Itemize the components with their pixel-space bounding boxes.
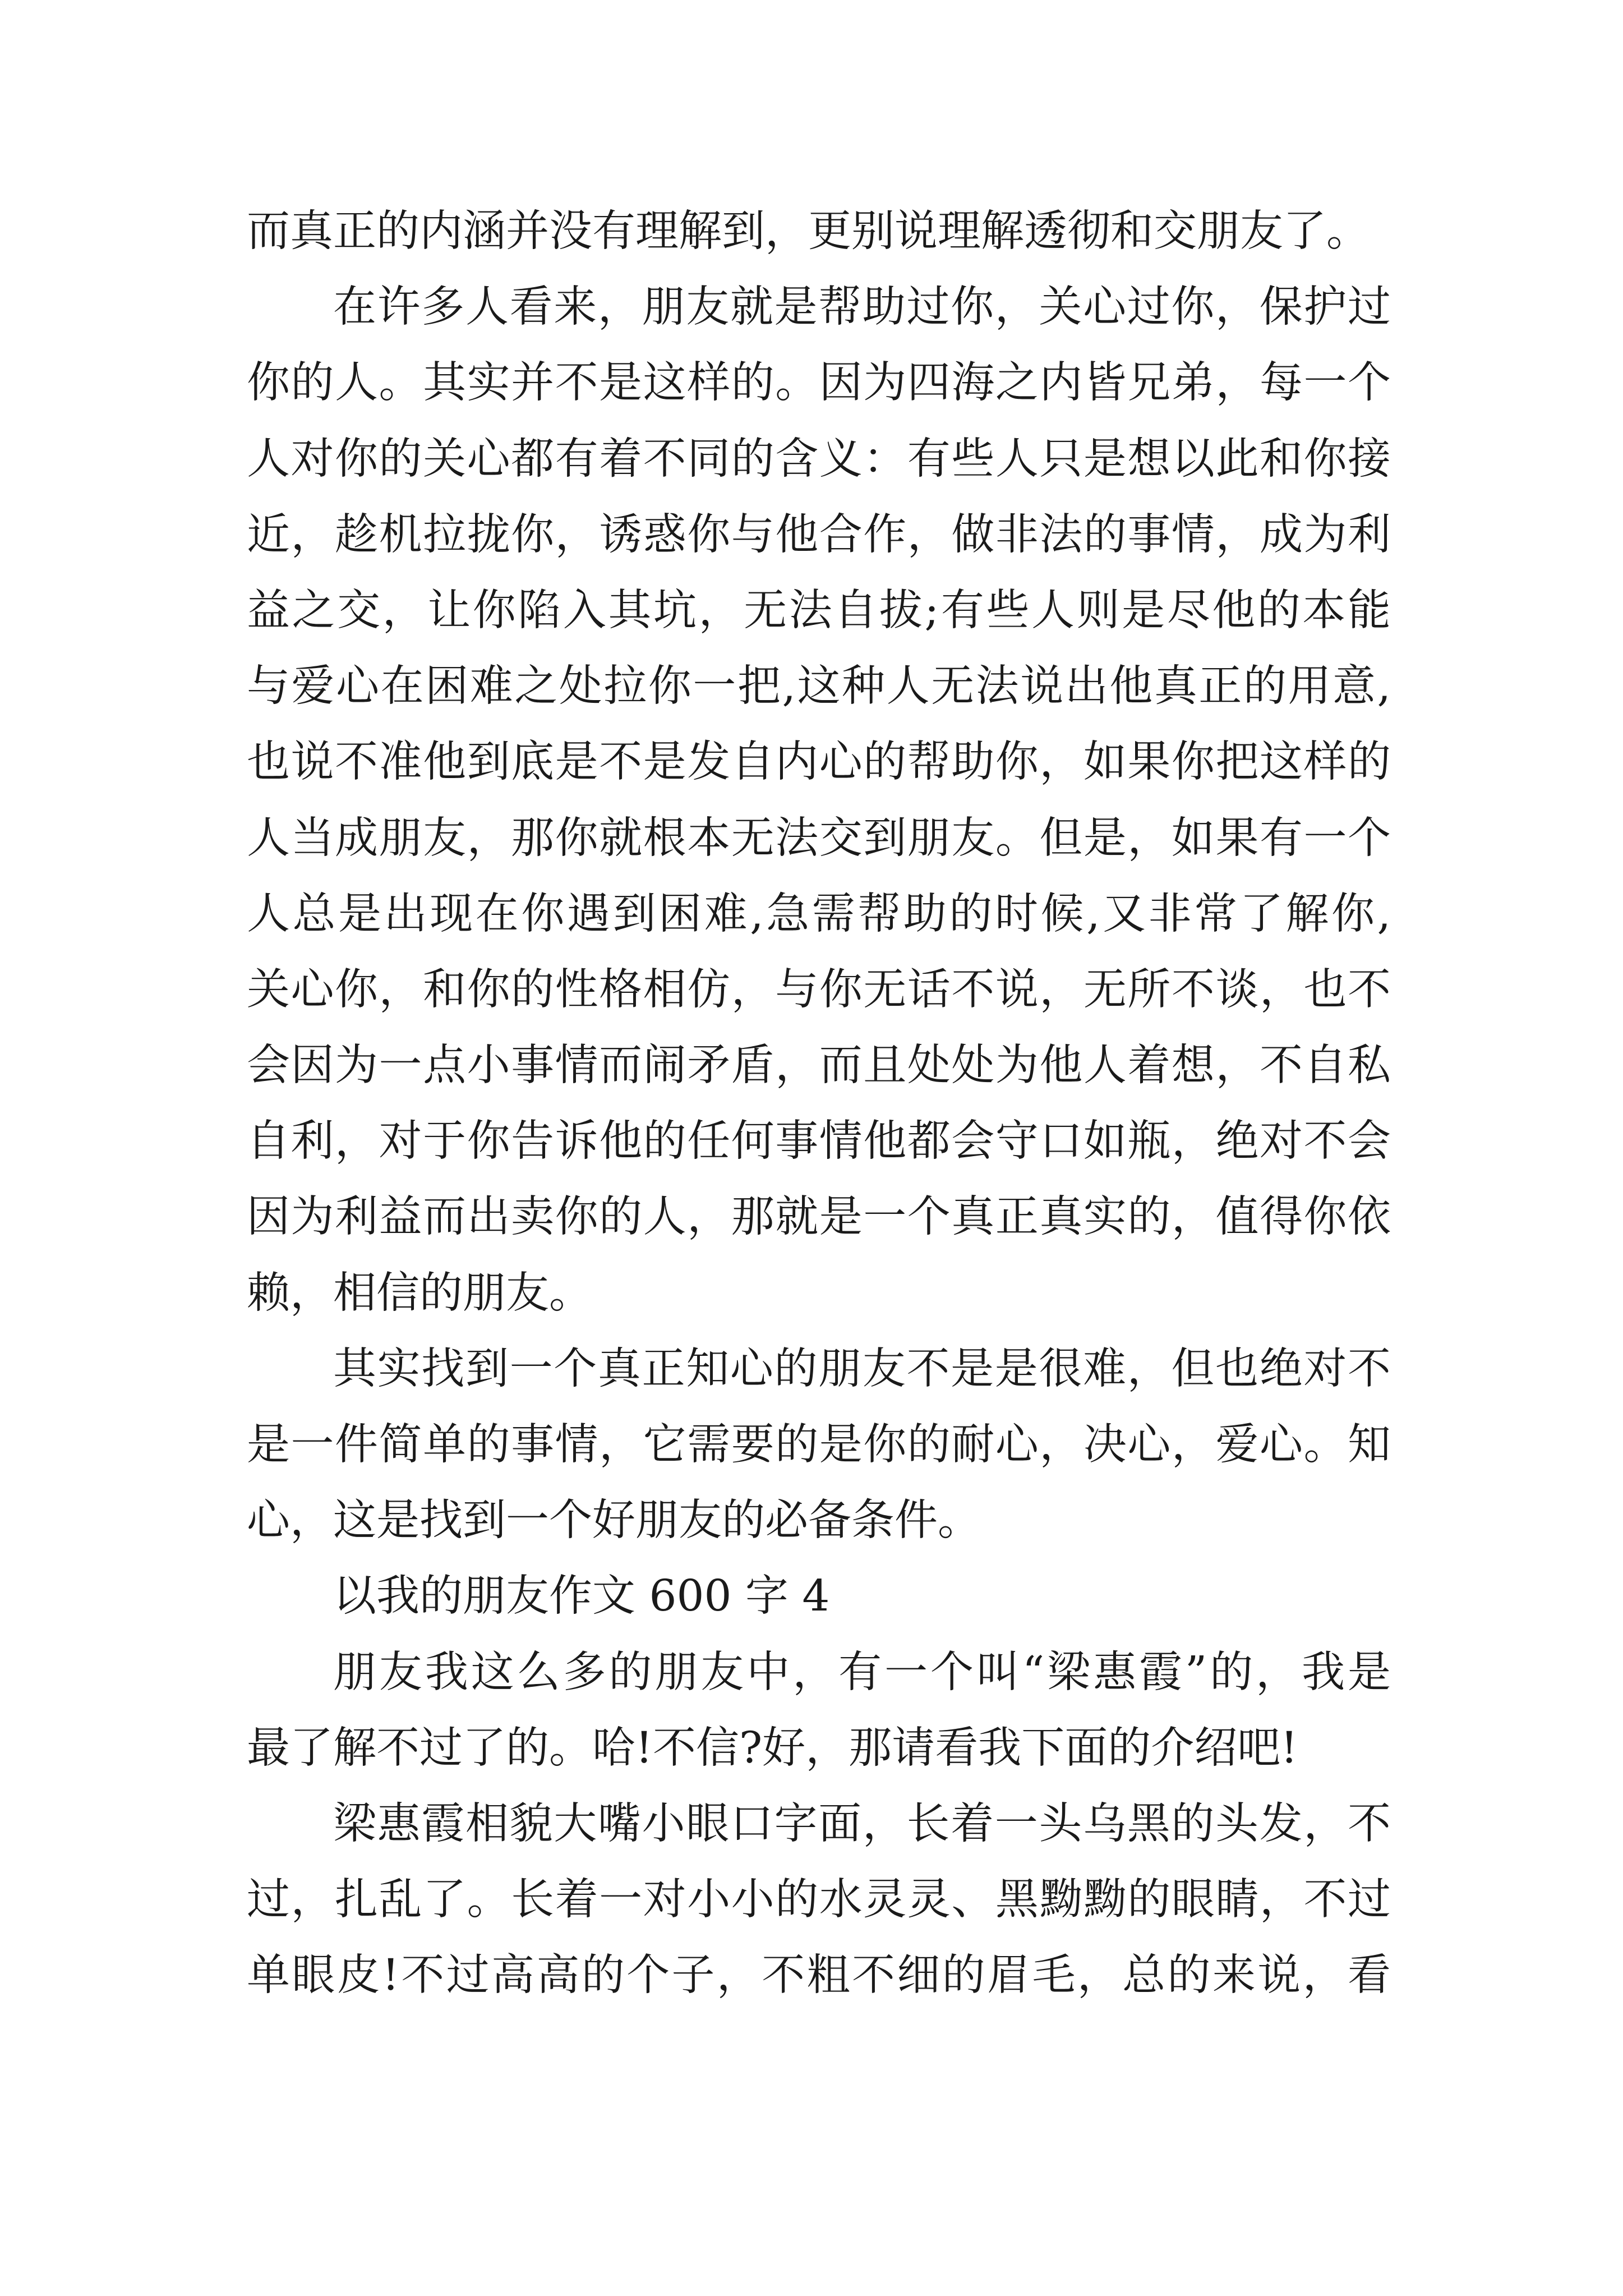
- text-line: 近，趁机拉拢你，诱惑你与他合作，做非法的事情，成为利: [247, 509, 1391, 560]
- text-line: 因为利益而出卖你的人，那就是一个真正真实的，值得你依: [247, 1192, 1391, 1243]
- paragraph-first-line: 梁惠霞相貌大嘴小眼口字面，长着一头乌黑的头发，不: [333, 1798, 1391, 1849]
- text-line: 自利，对于你告诉他的任何事情他都会守口如瓶，绝对不会: [247, 1116, 1391, 1167]
- text-line: 而真正的内涵并没有理解到，更别说理解透彻和交朋友了。: [247, 206, 1370, 256]
- text-line: 人对你的关心都有着不同的含义：有些人只是想以此和你接: [247, 434, 1391, 484]
- text-line: 关心你，和你的性格相仿，与你无话不说，无所不谈，也不: [247, 964, 1391, 1015]
- text-line: 你的人。其实并不是这样的。因为四海之内皆兄弟，每一个: [247, 358, 1391, 408]
- paragraph-first-line: 朋友我这么多的朋友中，有一个叫“梁惠霞”的，我是: [333, 1647, 1391, 1697]
- text-line: 是一件简单的事情，它需要的是你的耐心，决心，爱心。知: [247, 1420, 1391, 1470]
- paragraph-first-line: 在许多人看来，朋友就是帮助过你，关心过你，保护过: [333, 282, 1391, 333]
- text-line: 最了解不过了的。哈!不信?好，那请看我下面的介绍吧!: [247, 1723, 1298, 1773]
- text-line: 人总是出现在你遇到困难,急需帮助的时候,又非常了解你,: [247, 889, 1391, 939]
- text-line: 单眼皮!不过高高的个子，不粗不细的眉毛，总的来说，看: [247, 1950, 1391, 2001]
- text-line: 心，这是找到一个好朋友的必备条件。: [247, 1496, 981, 1546]
- text-line: 人当成朋友，那你就根本无法交到朋友。但是，如果有一个: [247, 813, 1391, 863]
- text-line: 与爱心在困难之处拉你一把,这种人无法说出他真正的用意,: [247, 661, 1391, 712]
- text-line: 会因为一点小事情而闹矛盾，而且处处为他人着想，不自私: [247, 1041, 1391, 1091]
- document-body: [247, 194, 1391, 2014]
- paragraph-first-line: 其实找到一个真正知心的朋友不是是很难，但也绝对不: [333, 1343, 1391, 1394]
- text-line: 过，扎乱了。长着一对小小的水灵灵、黑黝黝的眼睛，不过: [247, 1875, 1391, 1925]
- text-line: 赖，相信的朋友。: [247, 1268, 592, 1318]
- text-line: 也说不准他到底是不是发自内心的帮助你，如果你把这样的: [247, 737, 1391, 788]
- text-line: 益之交，让你陷入其坑，无法自拔;有些人则是尽他的本能: [247, 585, 1391, 636]
- section-heading: 以我的朋友作文 600 字 4: [333, 1571, 830, 1622]
